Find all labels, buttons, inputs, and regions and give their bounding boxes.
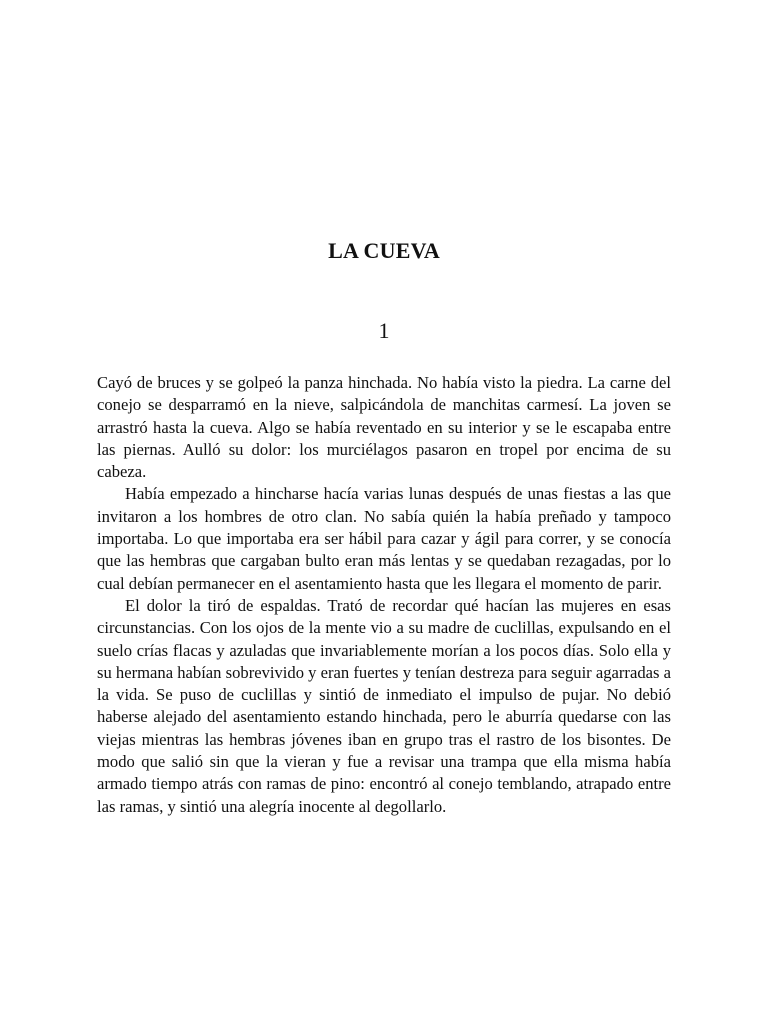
chapter-body [97,372,671,818]
paragraph: Había empezado a hincharse hacía varias lunas después de unas fiestas a las que invitaron a los hombres de otro clan. No sabía quién la había preñado y tampoco importaba. Lo que importaba era ser hábil para cazar y ágil para correr, y se conocía que las hembras que cargaban bulto eran más lentas y se quedaban rezagadas, por lo cual debían permanecer en el asentamiento hasta que les llegara el momento de parir. [97,484,671,593]
paragraph: El dolor la tiró de espaldas. Trató de recordar qué hacían las mujeres en esas circunstancias. Con los ojos de la mente vio a su madre de cuclillas, expulsando en el suelo crías flacas y azuladas que invariablemente morían a los pocos días. Solo ella y su hermana habían sobrevivido y eran fuertes y tenían destreza para seguir agarradas a la vida. Se puso de cuclillas y sintió de inmediato el impulso de pujar. No debió haberse alejado del asentamiento estando hinchada, pero le aburría quedarse con las viejas mientras las hembras jóvenes iban en grupo tras el rastro de los bisontes. De modo que salió sin que la vieran y fue a revisar una trampa que ella misma había armado tiempo atrás con ramas de pino: encontró al conejo temblando, atrapado entre las ramas, y sintió una alegría inocente al degollarlo. [97,595,671,816]
paragraph: Cayó de bruces y se golpeó la panza hinchada. No había visto la piedra. La carne del conejo se desparramó en la nieve, salpicándola de manchitas carmesí. La joven se arrastró hasta la cueva. Algo se había reventado en su interior y se le escapaba entre las piernas. Aulló su dolor: los murciélagos pasaron en tropel por encima de su cabeza. [97,373,671,482]
chapter-number: 1 [378,318,390,343]
chapter-title: LA CUEVA [328,238,440,263]
